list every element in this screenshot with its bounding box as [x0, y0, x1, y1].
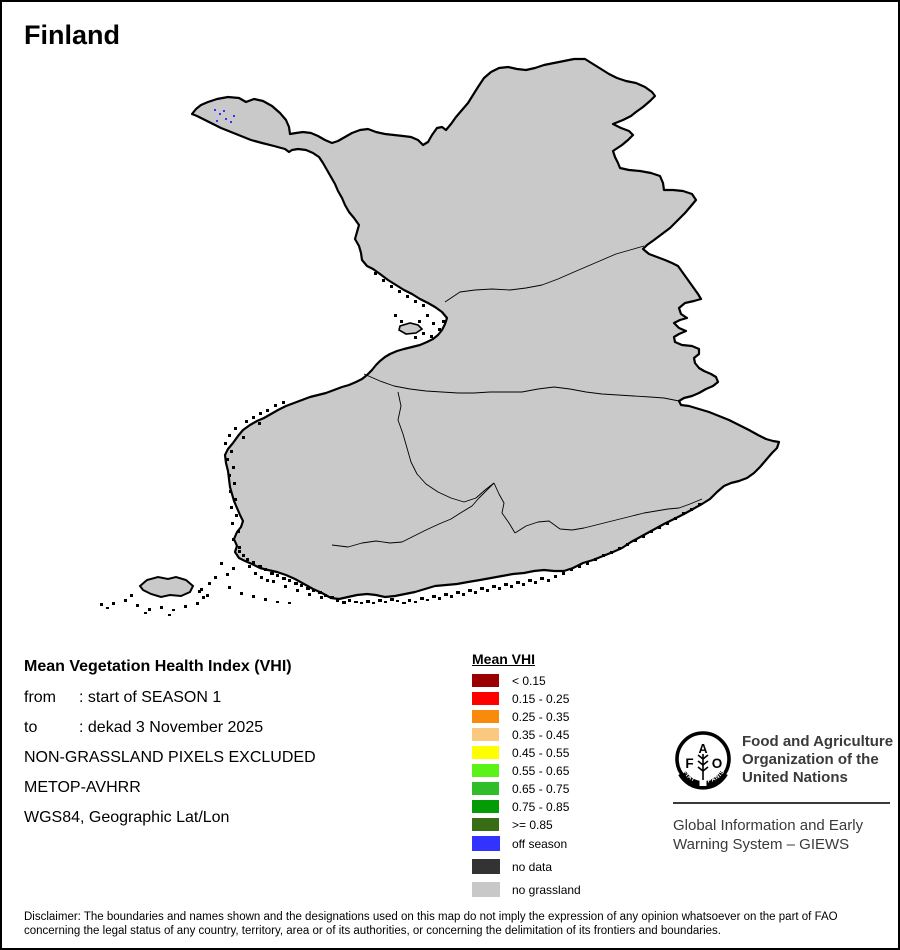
- logo-letter-o: O: [711, 756, 723, 771]
- fao-divider: [673, 802, 890, 804]
- legend-title: Mean VHI: [472, 651, 536, 667]
- giews-name: [673, 816, 863, 854]
- legend-swatch: [472, 674, 499, 687]
- legend-swatch: [472, 818, 499, 831]
- disclaimer-text: [24, 910, 838, 938]
- info-row-mask: NON-GRASSLAND PIXELS EXCLUDED: [24, 749, 316, 766]
- legend-swatch: [472, 692, 499, 705]
- legend-swatch: [472, 782, 499, 795]
- page-title: Finland: [24, 20, 120, 50]
- legend-label: 0.75 - 0.85: [512, 800, 570, 814]
- giews-line2: Warning System – GIEWS: [673, 836, 850, 853]
- aland-archipelago: [140, 577, 193, 597]
- logo-motto-panis: PANIS: [706, 768, 727, 785]
- info-row-from: [24, 689, 221, 707]
- legend-swatch: [472, 764, 499, 777]
- legend-label: < 0.15: [512, 674, 546, 688]
- legend-label: 0.65 - 0.75: [512, 782, 570, 796]
- legend-swatch: [472, 836, 500, 851]
- legend-label: >= 0.85: [512, 818, 553, 832]
- info-row-sensor: METOP-AVHRR: [24, 779, 141, 796]
- legend-label: no data: [512, 860, 553, 874]
- legend-swatch: [472, 800, 499, 813]
- finland-map: [2, 2, 898, 948]
- legend-label: 0.25 - 0.35: [512, 710, 570, 724]
- island-hailuoto: [399, 323, 422, 334]
- info-row-projection: WGS84, Geographic Lat/Lon: [24, 809, 230, 826]
- logo-letter-f: F: [685, 756, 694, 771]
- legend-label: 0.45 - 0.55: [512, 746, 570, 760]
- legend-swatch: [472, 859, 500, 874]
- logo-letter-a: A: [698, 742, 708, 756]
- legend-label: no grassland: [512, 883, 581, 897]
- fao-org-line1: Food and Agriculture: [742, 733, 894, 750]
- legend-label: 0.55 - 0.65: [512, 764, 570, 778]
- info-heading: Mean Vegetation Health Index (VHI): [24, 658, 292, 675]
- info-row-to: [24, 719, 263, 737]
- from-value: : start of SEASON 1: [79, 689, 222, 706]
- disclaimer-line1: Disclaimer: The boundaries and names shown and the designations used on this map do not imply the expression of any opinion whatsoever on the part of FAO: [24, 911, 838, 923]
- legend-swatch: [472, 746, 499, 759]
- giews-line1: Global Information and Early: [673, 817, 864, 834]
- fao-org-name: [742, 733, 893, 787]
- legend-swatch: [472, 710, 499, 723]
- legend-label: 0.35 - 0.45: [512, 728, 570, 742]
- finland-outline: [192, 59, 779, 599]
- logo-motto-fiat: FIAT: [681, 769, 697, 784]
- fao-logo: [674, 728, 734, 790]
- legend-label: 0.15 - 0.25: [512, 692, 570, 706]
- fao-org-line3: United Nations: [742, 769, 848, 786]
- from-label: from: [24, 689, 56, 706]
- fao-org-line2: Organization of the: [742, 751, 879, 768]
- to-label: to: [24, 719, 38, 736]
- legend-label: off season: [512, 837, 568, 851]
- to-value: : dekad 3 November 2025: [79, 719, 264, 736]
- legend-swatch: [472, 728, 499, 741]
- disclaimer-line2: concerning the legal status of any country, territory, area or of its authorities, or concerning the delimitation of its frontiers and boundaries.: [24, 925, 721, 937]
- legend-swatch: [472, 882, 500, 897]
